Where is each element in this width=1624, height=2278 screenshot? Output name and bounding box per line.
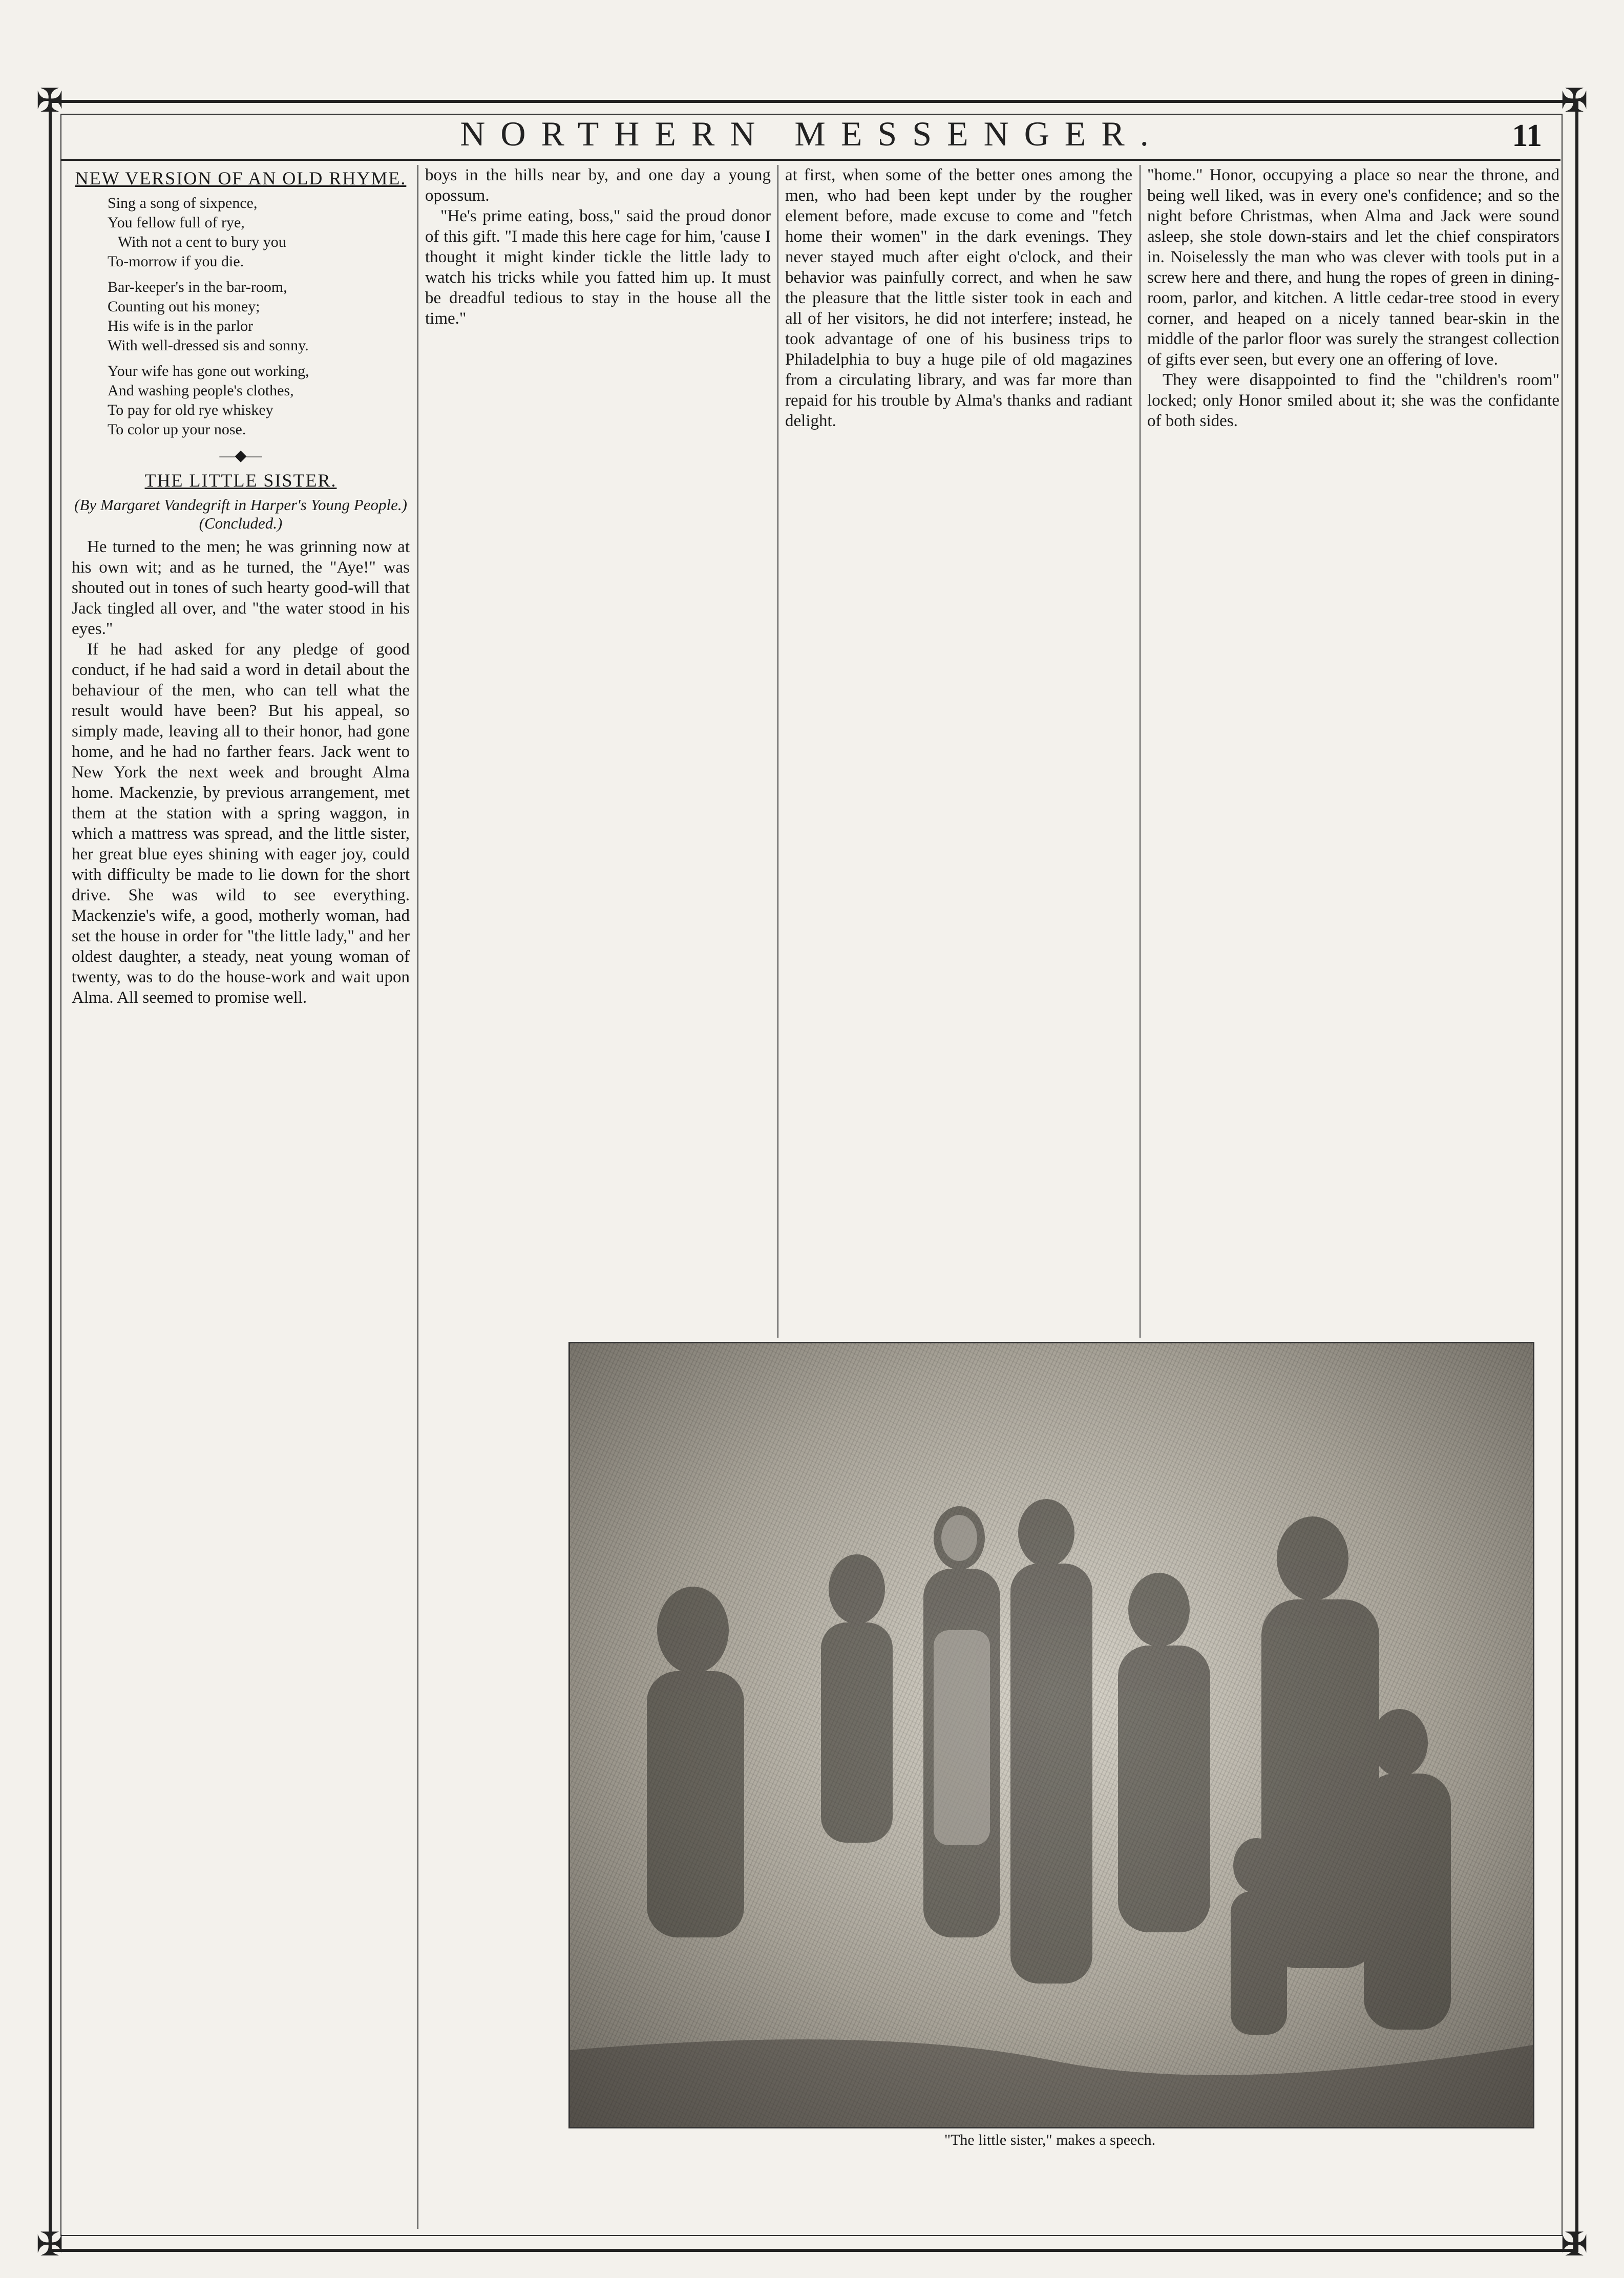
poem-line: His wife is in the parlor	[108, 318, 254, 334]
poem-title: NEW VERSION OF AN OLD RHYME.	[75, 168, 407, 188]
column-divider	[1140, 165, 1141, 1338]
poem-line: And washing people's clothes,	[108, 382, 294, 399]
story-status: (Concluded.)	[199, 514, 283, 532]
column-4	[1147, 165, 1559, 1327]
paragraph: "He's prime eating, boss," said the proud donor of this gift. "I made this here cage for him, 'cause I thought it might kinder tickle the little lady to watch his tricks while you fatted him up. It must be dreadful tedious to stay in the house all the time."	[425, 207, 771, 328]
illustration-caption: "The little sister," makes a speech.	[944, 2132, 1156, 2148]
story-title: THE LITTLE SISTER.	[144, 470, 337, 491]
column-2	[425, 165, 771, 1327]
engraving-illustration	[568, 1342, 1534, 2128]
page-number: 11	[1512, 118, 1542, 153]
masthead-rule	[60, 159, 1560, 161]
corner-ornament-icon: ✠	[36, 2226, 64, 2264]
poem-line: With not a cent to bury you	[118, 234, 286, 250]
corner-ornament-icon: ✠	[1560, 82, 1588, 120]
paragraph: They were disappointed to find the "children's room" locked; only Honor smiled about it; she was the confidante of both sides.	[1147, 371, 1559, 430]
paragraph: at first, when some of the better ones among the men, who had been kept under by the rougher element before, made excuse to come and "fetch home their women" in the dark evenings. They never stayed much after eight o'clock, and their behavior was painfully correct, and when he saw the pleasure that the little sister took in each and all of her visitors, he did not interfere; instead, he took advantage of one of his business trips to Philadelphia to buy a huge pile of old magazines from a circulating library, and was far more than repaid for his trouble by Alma's thanks and radiant delight.	[785, 166, 1132, 430]
poem-line: Counting out his money;	[108, 298, 260, 315]
poem-stanza	[108, 362, 410, 439]
story-byline: (By Margaret Vandegrift in Harper's Young People.)	[74, 496, 407, 514]
poem-line: To-morrow if you die.	[108, 253, 244, 270]
section-divider-icon: —◆—	[219, 447, 262, 464]
paragraph: He turned to the men; he was grinning now at his own wit; and as he turned, the "Aye!" was shouted out in tones of such hearty good-will that Jack tingled all over, and "the water stood in his eyes."	[72, 538, 410, 638]
column-1	[72, 165, 410, 2229]
paragraph: If he had asked for any pledge of good conduct, if he had said a word in detail about the behaviour of the men, who can tell what the result would have been? But his appeal, so simply made, leaving all to their honor, had gone home, and he had no farther fears. Jack went to New York the next week and brought Alma home. Mackenzie, by previous arrangement, met them at the station with a spring waggon, in which a mattress was spread, and the little sister, her great blue eyes shining with eager joy, could with difficulty be made to lie down for the short drive. She was wild to see everything. Mackenzie's wife, a good, motherly woman, had set the house in order for "the little lady," and her oldest daughter, a steady, neat young woman of twenty, was to do the house-work and wait upon Alma. All seemed to promise well.	[72, 640, 410, 1007]
column-divider	[417, 165, 418, 2229]
engraving-figures	[570, 1343, 1533, 2127]
poem-stanza	[108, 194, 410, 271]
paragraph: "home." Honor, occupying a place so near the throne, and being well liked, was in every one's confidence; and so the night before Christmas, when Alma and Jack were sound asleep, she stole down-stairs and let the chief conspirators in. Noiselessly the man who was clever with tools put in a screw here and there, and hung the ropes of green in dining-room, parlor, and kitchen. A little cedar-tree stood in every corner, and heaped on a nicely tanned bear-skin in the middle of the parlor floor was surely the strangest collection of gifts ever seen, but every one an offering of love.	[1147, 166, 1559, 369]
column-divider	[777, 165, 778, 1338]
corner-ornament-icon: ✠	[1560, 2226, 1588, 2264]
poem-line: Your wife has gone out working,	[108, 363, 309, 379]
poem-line: You fellow full of rye,	[108, 214, 245, 231]
masthead: NORTHERN MESSENGER.	[460, 114, 1164, 153]
poem-line: To color up your nose.	[108, 421, 246, 438]
poem-stanza	[108, 278, 410, 355]
column-3	[785, 165, 1132, 1327]
poem-line: To pay for old rye whiskey	[108, 402, 273, 418]
poem-line: Bar-keeper's in the bar-room,	[108, 279, 287, 296]
corner-ornament-icon: ✠	[36, 82, 64, 120]
poem-line: Sing a song of sixpence,	[108, 195, 258, 212]
poem-line: With well-dressed sis and sonny.	[108, 337, 309, 354]
paragraph: boys in the hills near by, and one day a young opossum.	[425, 166, 771, 205]
poem-body	[72, 194, 410, 439]
